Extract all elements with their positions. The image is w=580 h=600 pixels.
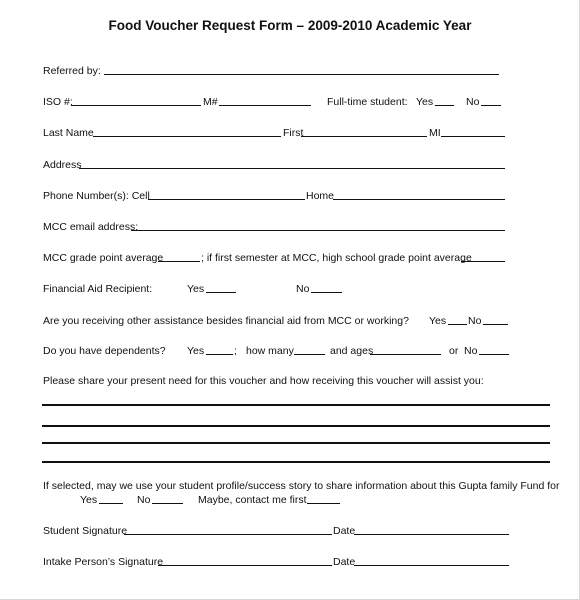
row-share-need xyxy=(43,373,575,389)
intake-signature-field[interactable] xyxy=(158,554,332,566)
first-name-field[interactable] xyxy=(301,125,427,137)
address-field[interactable] xyxy=(79,157,505,169)
row-referred-by xyxy=(43,63,575,79)
row-email xyxy=(43,219,575,235)
financial-aid-yes-field[interactable] xyxy=(206,281,236,293)
iso-label: ISO #: xyxy=(43,96,73,108)
mi-label: MI xyxy=(429,127,441,139)
row-iso xyxy=(43,94,575,110)
address-label: Address xyxy=(43,159,82,171)
financial-aid-label: Financial Aid Recipient: xyxy=(43,283,153,295)
ages-field[interactable] xyxy=(370,343,441,355)
need-line-2[interactable] xyxy=(42,425,550,427)
fulltime-yes-field[interactable] xyxy=(435,94,454,106)
other-assistance-yes-label: Yes xyxy=(429,315,447,327)
other-assistance-no-label: No xyxy=(468,315,482,327)
dependents-label: Do you have dependents? xyxy=(43,345,166,357)
form-title: Food Voucher Request Form – 2009-2010 Academic Year xyxy=(108,18,472,33)
phone-home-field[interactable] xyxy=(333,188,505,200)
row-dependents xyxy=(43,343,575,359)
share-need-label: Please share your present need for this voucher and how receiving this voucher will assist you: xyxy=(43,375,484,387)
first-name-label: First xyxy=(283,127,304,139)
dependents-no-field[interactable] xyxy=(479,343,509,355)
student-signature-label: Student Signature xyxy=(43,525,128,537)
last-name-label: Last Name xyxy=(43,127,94,139)
last-name-field[interactable] xyxy=(93,125,281,137)
fulltime-yes-label: Yes xyxy=(416,96,434,108)
fulltime-no-label: No xyxy=(466,96,480,108)
financial-aid-yes-label: Yes xyxy=(187,283,205,295)
other-assistance-no-field[interactable] xyxy=(483,313,508,325)
row-intake-signature xyxy=(43,554,575,570)
consent-no-label: No xyxy=(137,494,151,506)
phone-cell-label: Phone Number(s): Cell xyxy=(43,190,150,202)
how-many-label: how many xyxy=(246,345,294,357)
ages-label: and ages xyxy=(330,345,374,357)
row-address xyxy=(43,157,575,173)
row-student-signature xyxy=(43,523,575,539)
consent-maybe-field[interactable] xyxy=(307,492,340,504)
financial-aid-no-field[interactable] xyxy=(311,281,342,293)
fulltime-label: Full-time student: xyxy=(327,96,408,108)
intake-date-field[interactable] xyxy=(354,554,509,566)
gpa-label: MCC grade point average xyxy=(43,252,164,264)
iso-field[interactable] xyxy=(71,94,201,106)
row-gpa xyxy=(43,250,575,266)
hs-gpa-field[interactable] xyxy=(461,250,505,262)
hs-gpa-label: ; if first semester at MCC, high school grade point average xyxy=(201,252,472,264)
m-number-field[interactable] xyxy=(219,94,311,106)
student-date-label: Date xyxy=(333,525,356,537)
intake-signature-label: Intake Person’s Signature xyxy=(43,556,164,568)
other-assistance-label: Are you receiving other assistance besides financial aid from MCC or working? xyxy=(43,315,409,327)
gpa-field[interactable] xyxy=(158,250,200,262)
mi-field[interactable] xyxy=(441,125,505,137)
row-consent-options xyxy=(43,492,575,508)
email-field[interactable] xyxy=(131,219,505,231)
row-name xyxy=(43,125,575,141)
dependents-yes-label: Yes xyxy=(187,345,205,357)
dependents-no-label: No xyxy=(464,345,478,357)
intake-date-label: Date xyxy=(333,556,356,568)
row-financial-aid xyxy=(43,281,575,297)
consent-yes-field[interactable] xyxy=(99,492,123,504)
need-line-4[interactable] xyxy=(42,461,550,463)
dependents-yes-field[interactable] xyxy=(206,343,233,355)
dependents-semicolon: ; xyxy=(234,345,237,357)
row-other-assistance xyxy=(43,313,575,329)
email-label: MCC email address: xyxy=(43,221,139,233)
student-signature-field[interactable] xyxy=(124,523,332,535)
m-number-label: M# xyxy=(203,96,218,108)
phone-cell-field[interactable] xyxy=(148,188,305,200)
need-line-3[interactable] xyxy=(42,442,550,444)
referred-by-field[interactable] xyxy=(104,63,499,75)
consent-no-field[interactable] xyxy=(152,492,183,504)
consent-maybe-label: Maybe, contact me first xyxy=(198,494,307,506)
student-date-field[interactable] xyxy=(354,523,509,535)
fulltime-no-field[interactable] xyxy=(481,94,501,106)
consent-yes-label: Yes xyxy=(80,494,98,506)
dependents-or-label: or xyxy=(449,345,459,357)
referred-by-label: Referred by: xyxy=(43,65,101,77)
other-assistance-yes-field[interactable] xyxy=(448,313,467,325)
if-selected-label: If selected, may we use your student profile/success story to share information about this Gupta family Fund for xyxy=(43,480,560,492)
need-line-1[interactable] xyxy=(42,404,550,406)
how-many-field[interactable] xyxy=(294,343,325,355)
financial-aid-no-label: No xyxy=(296,283,310,295)
phone-home-label: Home xyxy=(306,190,335,202)
row-phone xyxy=(43,188,575,204)
